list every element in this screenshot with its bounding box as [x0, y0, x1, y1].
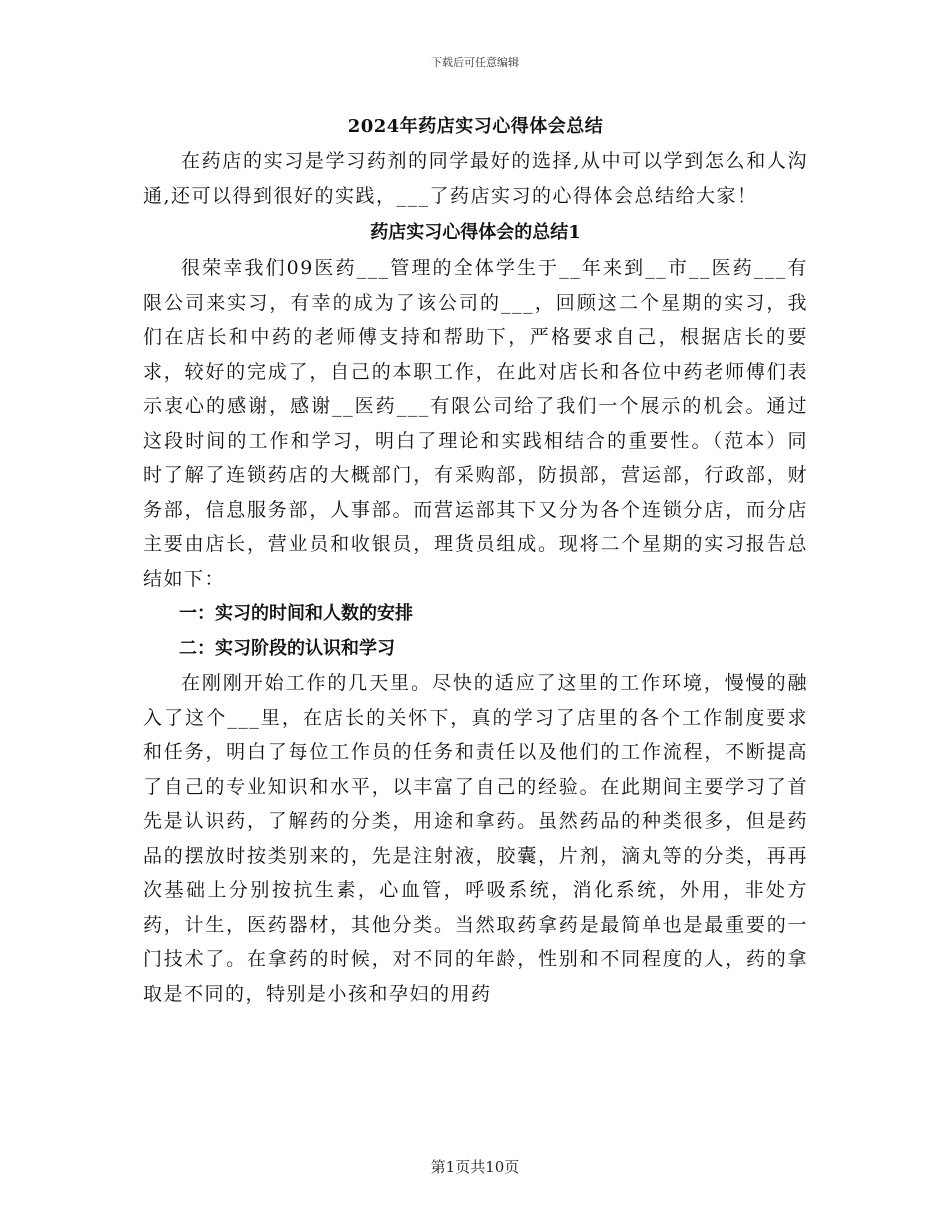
body-paragraph-1: 很荣幸我们09医药___管理的全体学生于__年来到__市__医药___有限公司来实习，有幸的成为了该公司的___，回顾这二个星期的实习，我们在店长和中药的老师傅支持和帮助下，严格要求自己，根据店长的要求，较好的完成了，自己的本职工作，在此对店长和各位中药老师傅们表示衷心的感谢，感谢__医药___有限公司给了我们一个展示的机会。通过这段时间的工作和学习，明白了理论和实践相结合的重要性。（范本）同时了解了连锁药店的大概部门，有采购部，防损部，营运部，行政部，财务部，信息服务部，人事部。而营运部其下又分为各个连锁分店，而分店主要由店长，营业员和收银员，理货员组成。现将二个星期的实习报告总结如下： [143, 257, 808, 590]
document-title: 2024年药店实习心得体会总结 [347, 116, 604, 137]
section-heading-1: 一：实习的时间和人数的安排 [179, 603, 413, 624]
section-heading-2: 二：实习阶段的认识和学习 [179, 638, 395, 659]
intro-paragraph: 在药店的实习是学习药剂的同学最好的选择,从中可以学到怎么和人沟通,还可以得到很好的实践，___了药店实习的心得体会总结给大家！ [143, 150, 808, 207]
body-paragraph-2: 在刚刚开始工作的几天里。尽快的适应了这里的工作环境，慢慢的融入了这个___里，在店长的关怀下，真的学习了店里的各个工作制度要求和任务，明白了每位工作员的任务和责任以及他们的工作流程，不断提高了自己的专业知识和水平，以丰富了自己的经验。在此期间主要学习了首先是认识药，了解药的分类，用途和拿药。虽然药品的种类很多，但是药品的摆放时按类别来的，先是注射液，胶囊，片剂，滴丸等的分类，再再次基础上分别按抗生素，心血管，呼吸系统，消化系统，外用，非处方药，计生，医药器材，其他分类。当然取药拿药是最简单也是最重要的一门技术了。在拿药的时候，对不同的年龄，性别和不同程度的人，药的拿取是不同的，特别是小孩和孕妇的用药 [143, 672, 808, 1005]
section-title: 药店实习心得体会的总结1 [370, 222, 581, 243]
document-body [143, 110, 808, 1011]
page-footer: 第1页共10页 [430, 1158, 520, 1176]
header-note: 下载后可任意编辑 [431, 56, 519, 69]
